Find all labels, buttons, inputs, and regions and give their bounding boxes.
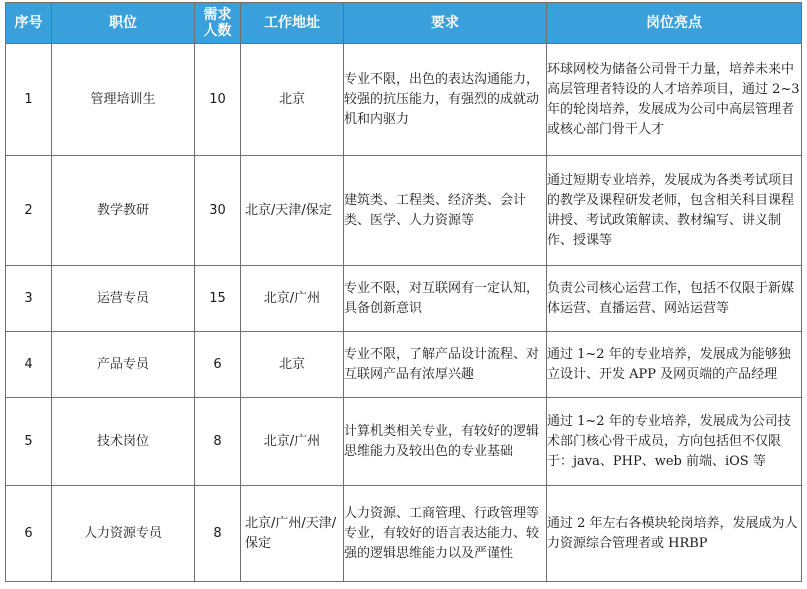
cell-highlights: [547, 266, 802, 332]
cell-title: 管理培训生: [52, 44, 195, 156]
cell-requirements: [344, 44, 547, 156]
cell-highlights: [547, 486, 802, 582]
header-requirements: 要求: [344, 3, 547, 44]
cell-highlights: [547, 398, 802, 486]
cell-requirements: [344, 332, 547, 398]
table-row: [6, 44, 802, 156]
cell-location: [241, 156, 344, 266]
header-location: 工作地址: [241, 3, 344, 44]
cell-title: 产品专员: [52, 332, 195, 398]
requirements-text: 专业不限，出色的表达沟通能力，较强的抗压能力，有强烈的成就动机和内驱力: [344, 71, 540, 127]
job-table-container: [5, 2, 801, 582]
highlights-text: 通过 1~2 年的专业培养，发展成为能够独立设计、开发 APP 及网页端的产品经理: [547, 346, 791, 382]
requirements-text: 计算机类相关专业，有较好的逻辑思维能力及较出色的专业基础: [344, 423, 540, 459]
header-title: 职位: [52, 3, 195, 44]
cell-location: 北京/广州: [241, 266, 344, 332]
cell-count: 8: [195, 398, 241, 486]
cell-title: 技术岗位: [52, 398, 195, 486]
cell-title: 教学教研: [52, 156, 195, 266]
header-highlights: 岗位亮点: [547, 3, 802, 44]
cell-requirements: [344, 156, 547, 266]
highlights-text: 通过 1~2 年的专业培养，发展成为公司技术部门核心骨干成员，方向包括但不仅限于：java、PHP、web 前端、iOS 等: [547, 413, 791, 469]
requirements-text: 专业不限，对互联网有一定认知，具备创新意识: [344, 280, 540, 316]
header-count-text: 需求人数: [203, 7, 232, 39]
cell-location: [241, 486, 344, 582]
requirements-text: 人力资源、工商管理、行政管理等专业，有较好的语言表达能力、较强的逻辑思维能力以及严谨性: [344, 505, 540, 561]
cell-highlights: [547, 332, 802, 398]
cell-requirements: [344, 398, 547, 486]
cell-count: 6: [195, 332, 241, 398]
cell-no: 5: [6, 398, 52, 486]
cell-requirements: [344, 486, 547, 582]
table-row: [6, 156, 802, 266]
highlights-text: 环球网校为储备公司骨干力量，培养未来中高层管理者特设的人才培养项目，通过 2~3 年的轮岗培养，发展成为公司中高层管理者或核心部门骨干人才: [547, 61, 800, 137]
cell-no: 1: [6, 44, 52, 156]
cell-highlights: [547, 156, 802, 266]
location-text: 北京/广州/天津/保定: [245, 515, 337, 551]
cell-count: 8: [195, 486, 241, 582]
cell-count: 15: [195, 266, 241, 332]
highlights-text: 通过短期专业培养，发展成为各类考试项目的教学及课程研发老师，包含相关科目课程讲授、考试政策解读、教材编写、讲义制作、授课等: [547, 172, 795, 248]
cell-highlights: [547, 44, 802, 156]
requirements-text: 建筑类、工程类、经济类、会计类、医学、人力资源等: [344, 192, 527, 228]
location-text: 北京/天津/保定: [245, 202, 332, 218]
cell-no: 2: [6, 156, 52, 266]
header-no: 序号: [6, 3, 52, 44]
table-row: [6, 266, 802, 332]
table-row: [6, 398, 802, 486]
cell-no: 6: [6, 486, 52, 582]
cell-requirements: [344, 266, 547, 332]
cell-location: 北京: [241, 332, 344, 398]
cell-title: 运营专员: [52, 266, 195, 332]
cell-location: 北京: [241, 44, 344, 156]
highlights-text: 通过 2 年左右各模块轮岗培养，发展成为人力资源综合管理者或 HRBP: [547, 515, 798, 551]
header-count: [195, 3, 241, 44]
table-row: [6, 332, 802, 398]
cell-no: 4: [6, 332, 52, 398]
job-table: [5, 2, 802, 582]
highlights-text: 负责公司核心运营工作，包括不仅限于新媒体运营、直播运营、网站运营等: [547, 280, 795, 316]
cell-count: 30: [195, 156, 241, 266]
table-row: [6, 486, 802, 582]
cell-no: 3: [6, 266, 52, 332]
cell-count: 10: [195, 44, 241, 156]
cell-location: 北京/广州: [241, 398, 344, 486]
requirements-text: 专业不限，了解产品设计流程、对互联网产品有浓厚兴趣: [344, 346, 540, 382]
cell-title: 人力资源专员: [52, 486, 195, 582]
table-header-row: [6, 3, 802, 44]
